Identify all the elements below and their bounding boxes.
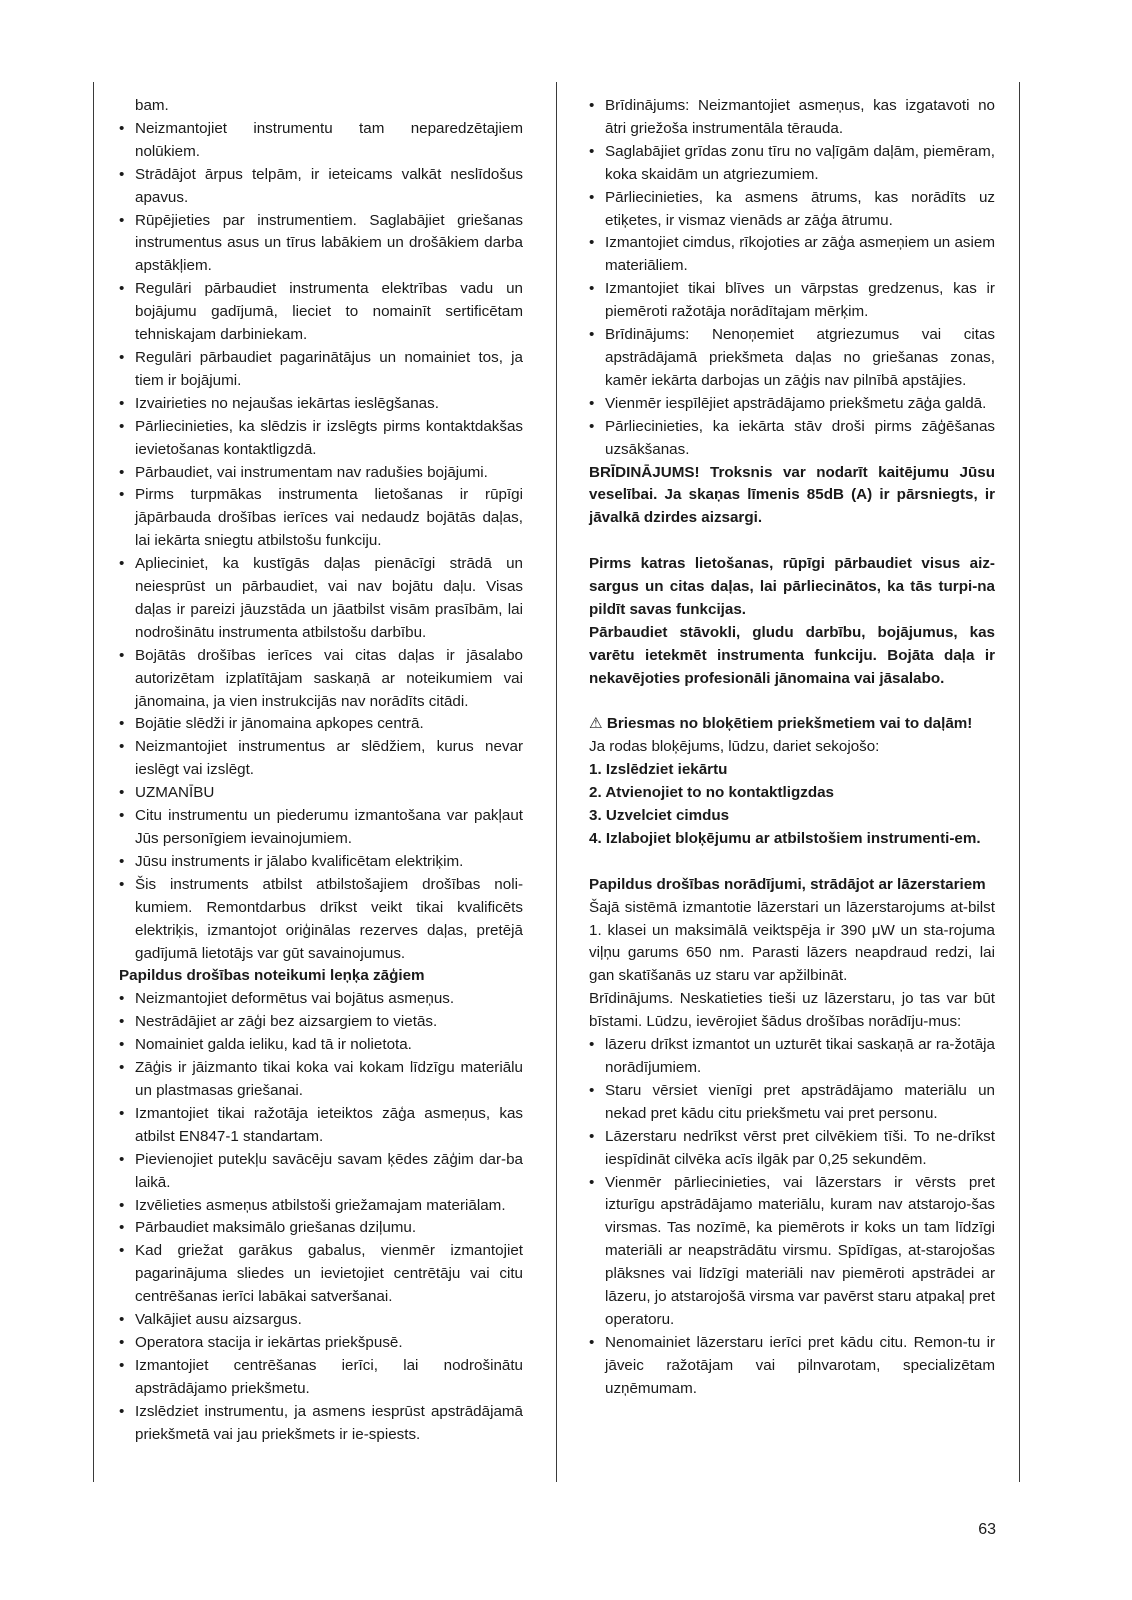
list-item: • Lāzerstaru nedrīkst vērst pret cilvēkiem tīši. To ne-drīkst iespīdināt cilvēka acīs ilgāk par 0,25 sekundēm.: [589, 1126, 995, 1172]
safety-list: [119, 118, 523, 966]
right-margin-rule: [1019, 82, 1020, 1482]
blockage-step: 3. Uzvelciet cimdus: [589, 807, 730, 825]
list-item: • Brīdinājums: Neizmantojiet asmeņus, kas izgatavoti no ātri griežoša instrumentāla tērauda.: [589, 95, 995, 141]
left-margin-rule: [93, 82, 94, 1482]
laser-list: [589, 1034, 995, 1401]
list-item: • Izvairieties no nejaušas iekārtas ieslēgšanas.: [119, 393, 523, 416]
list-item: • Saglabājiet grīdas zonu tīru no vaļīgām daļām, piemēram, koka skaidām un atgriezumiem.: [589, 141, 995, 187]
blockage-step: 4. Izlabojiet bloķējumu ar atbilstošiem instrumenti-em.: [589, 829, 981, 847]
list-item: • Citu instrumentu un piederumu izmantošana var pakļaut Jūs personīgiem ievainojumiem.: [119, 805, 523, 851]
list-item: • Nestrādājiet ar zāģi bez aizsargiem to vietās.: [119, 1011, 523, 1034]
right-column: [589, 95, 995, 1401]
blockage-intro: Ja rodas bloķējums, lūdzu, dariet sekojošo:: [589, 738, 880, 756]
list-item: • Nomainiet galda ieliku, kad tā ir nolietota.: [119, 1034, 523, 1057]
warning-icon: ⚠: [589, 715, 603, 733]
miter-saw-section-heading: Papildus drošības noteikumi leņķa zāģiem: [119, 967, 425, 985]
list-item: • Pārliecinieties, ka slēdzis ir izslēgts pirms kontaktdakšas ievietošanas kontaktligzdā.: [119, 416, 523, 462]
list-item: • Zāģis ir jāizmanto tikai koka vai kokam līdzīgu materiālu un plastmasas griešanai.: [119, 1057, 523, 1103]
list-item: • Pārliecinieties, ka asmens ātrums, kas norādīts uz etiķetes, ir vismaz vienāds ar zāģa ātrumu.: [589, 187, 995, 233]
list-item: • Izvēlieties asmeņus atbilstoši griežamajam materiālam.: [119, 1195, 523, 1218]
list-item: • Rūpējieties par instrumentiem. Saglabājiet griešanas instrumentus asus un tīrus labākiem un drošākiem darba apstākļiem.: [119, 210, 523, 279]
spacer: [589, 530, 995, 553]
list-item: • Pārbaudiet maksimālo griešanas dziļumu.: [119, 1217, 523, 1240]
list-item: • Brīdinājums: Nenoņemiet atgriezumus vai citas apstrādājamā priekšmeta daļas no griešanas zonas, kamēr iekārta darbojas un zāģis nav pilnībā apstājies.: [589, 324, 995, 393]
list-item: • Pārliecinieties, ka iekārta stāv droši pirms zāģēšanas uzsākšanas.: [589, 416, 995, 462]
spacer: [589, 851, 995, 874]
list-item: • Bojātās drošības ierīces vai citas daļas ir jāsalabo autorizētam izplatītājam saskaņā ar noteikumiem vai jānomaina, ja vien instrukcijās nav norādīts citādi.: [119, 645, 523, 714]
list-item: • Pirms turpmākas instrumenta lietošanas ir rūpīgi jāpārbauda drošības ierīces vai nedaudz bojātās daļas, lai iekārta sniegtu atbilstošu funkciju.: [119, 484, 523, 553]
list-item: • Izmantojiet centrēšanas ierīci, lai nodrošinātu apstrādājamo priekšmetu.: [119, 1355, 523, 1401]
list-item: • Strādājot ārpus telpām, ir ieteicams valkāt neslīdošus apavus.: [119, 164, 523, 210]
list-item: • Izslēdziet instrumentu, ja asmens iesprūst apstrādājamā priekšmetā vai jau priekšmets ir ie-spiests.: [119, 1401, 523, 1447]
list-item: • Staru vērsiet vienīgi pret apstrādājamo materiālu un nekad pret kādu citu priekšmetu vai pret personu.: [589, 1080, 995, 1126]
blockage-step: 1. Izslēdziet iekārtu: [589, 761, 728, 779]
list-item: • Bojātie slēdži ir jānomaina apkopes centrā.: [119, 713, 523, 736]
saw-blade-list: [589, 95, 995, 462]
page-number: 63: [978, 1521, 996, 1538]
list-item: • Pievienojiet putekļu savācēju savam ķēdes zāģim dar-ba laikā.: [119, 1149, 523, 1195]
continuation-text: bam.: [135, 97, 169, 114]
list-item: • Valkājiet ausu aizsargus.: [119, 1309, 523, 1332]
column-divider-rule: [556, 82, 557, 1482]
list-item: • Vienmēr iespīlējiet apstrādājamo priekšmetu zāģa galdā.: [589, 393, 995, 416]
list-item: • Pārbaudiet, vai instrumentam nav radušies bojājumi.: [119, 462, 523, 485]
blockage-heading-line: [589, 713, 995, 736]
blockage-heading: Briesmas no bloķētiem priekšmetiem vai to daļām!: [606, 715, 973, 733]
list-item: • lāzeru drīkst izmantot un uzturēt tikai saskaņā ar ra-žotāja norādījumiem.: [589, 1034, 995, 1080]
list-item: • Izmantojiet tikai blīves un vārpstas gredzenus, kas ir piemēroti ražotāja norādītajam mērķim.: [589, 278, 995, 324]
laser-section-heading: Papildus drošības norādījumi, strādājot ar lāzerstariem: [589, 875, 986, 893]
noise-warning: BRĪDINĀJUMS! Troksnis var nodarīt kaitējumu Jūsu veselībai. Ja skaņas līmenis 85dB (A) ir pārsniegts, ir jāvalkā dzirdes aizsargi.: [589, 463, 995, 527]
list-item: • Vienmēr pārliecinieties, vai lāzerstars ir vērsts pret izturīgu apstrādājamo materiālu, kuram nav atstarojo-šas virsmas. Tas nozīmē, ka piemērots ir koks un tam līdzīgi materiāli ar neapstrādātu virsmu. Spīdīgas, at-starojošas plāksnes vai līdzīgi materiāli nav piemēroti apstrādei ar lāzeru, jo atstarojošā virsma var pavērst staru atpakaļ pret operatoru.: [589, 1172, 995, 1332]
list-item: • Izmantojiet cimdus, rīkojoties ar zāģa asmeņiem un asiem materiāliem.: [589, 232, 995, 278]
list-item: • Regulāri pārbaudiet instrumenta elektrības vadu un bojājumu gadījumā, lieciet to nomainīt sertificētam tehniskajam darbiniekam.: [119, 278, 523, 347]
list-item: • Nenomainiet lāzerstaru ierīci pret kādu citu. Remon-tu ir jāveic ražotājam vai pilnvarotam, specializētam uzņēmumam.: [589, 1332, 995, 1401]
laser-paragraph: Šajā sistēmā izmantotie lāzerstari un lāzerstarojums at-bilst 1. klasei un maksimālā veiktspēja ir 390 μW un sta-rojuma viļņu garums 650 nm. Parasti lāzers neapdraud redzi, lai gan skatīšanās uz staru var apžilbināt.: [589, 898, 995, 985]
list-item: • Jūsu instruments ir jālabo kvalificētam elektriķim.: [119, 851, 523, 874]
list-item: • Šis instruments atbilst atbilstošajiem drošības noli-kumiem. Remontdarbus drīkst veikt tikai kvalificēts elektriķis, izmantojot oriģinālas rezerves daļas, pretējā gadījumā lietotājs var gūt savainojumus.: [119, 874, 523, 966]
list-item: • Neizmantojiet deformētus vai bojātus asmeņus.: [119, 988, 523, 1011]
list-item: • Neizmantojiet instrumentus ar slēdžiem, kurus nevar ieslēgt vai izslēgt.: [119, 736, 523, 782]
list-item: • Aplieciniet, ka kustīgās daļas pienācīgi strādā un neiesprūst un pārbaudiet, vai nav bojātu daļu. Visas daļas ir pareizi jāuzstāda un jāatbilst visām prasībām, lai nodrošinātu instrumenta atbilstošu darbību.: [119, 553, 523, 645]
check-paragraph: Pārbaudiet stāvokli, gludu darbību, bojājumus, kas varētu ietekmēt instrumenta funkciju. Bojāta daļa ir nekavējoties profesionāli jānomaina vai jāsalabo.: [589, 623, 995, 687]
miter-saw-list: [119, 988, 523, 1446]
list-item: • Regulāri pārbaudiet pagarinātājus un nomainiet tos, ja tiem ir bojājumi.: [119, 347, 523, 393]
list-item: • Kad griežat garākus gabalus, vienmēr izmantojiet pagarinājuma sliedes un ievietojiet centrētāju vai citu centrēšanas ierīci labākai satveršanai.: [119, 1240, 523, 1309]
laser-paragraph: Brīdinājums. Neskatieties tieši uz lāzerstaru, jo tas var būt bīstami. Lūdzu, ievērojiet šādus drošības norādīju-mus:: [589, 990, 995, 1031]
left-column: [119, 95, 523, 1446]
blockage-step: 2. Atvienojiet to no kontaktligzdas: [589, 784, 834, 802]
list-item: • Operatora stacija ir iekārtas priekšpusē.: [119, 1332, 523, 1355]
list-item: • Neizmantojiet instrumentu tam neparedzētajiem nolūkiem.: [119, 118, 523, 164]
check-paragraph: Pirms katras lietošanas, rūpīgi pārbaudiet visus aiz-sargus un citas daļas, lai pārliecinātos, ka tās turpi-na pildīt savas funkcijas.: [589, 555, 995, 618]
spacer: [589, 691, 995, 714]
list-item: • UZMANĪBU: [119, 782, 523, 805]
list-item: • Izmantojiet tikai ražotāja ieteiktos zāģa asmeņus, kas atbilst EN847-1 standartam.: [119, 1103, 523, 1149]
